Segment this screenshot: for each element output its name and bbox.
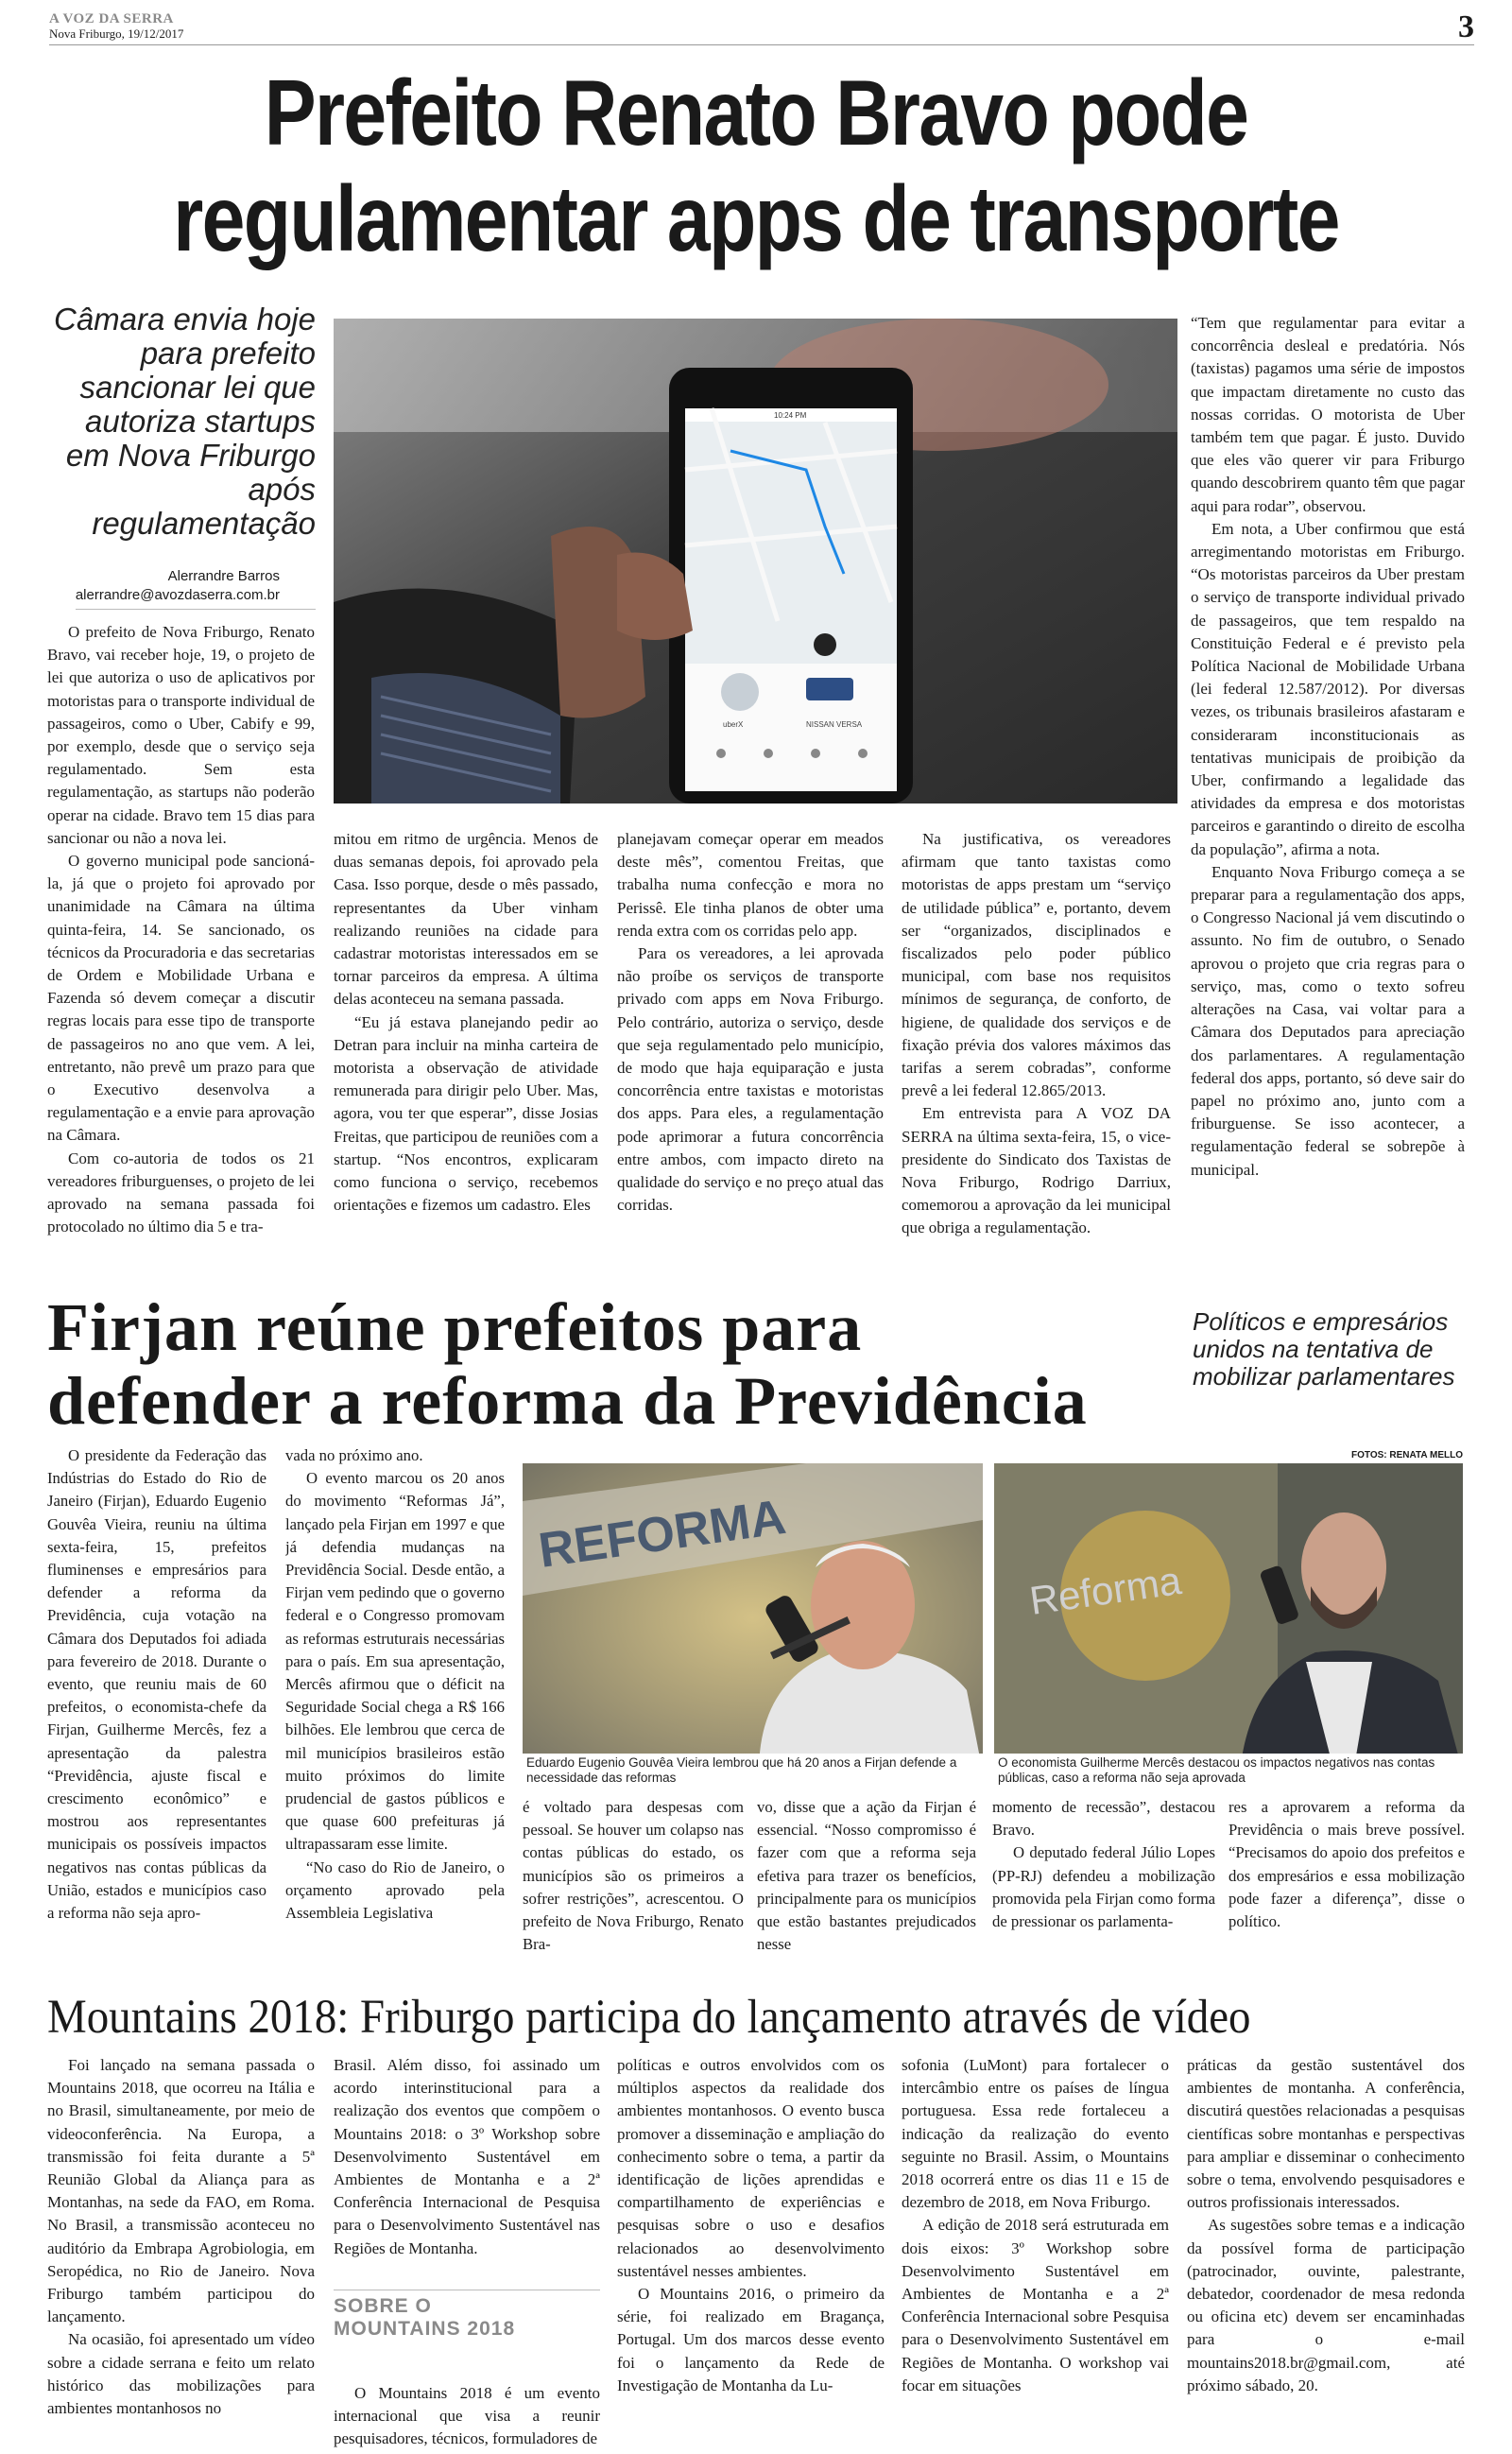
story2-column-1 (47, 1444, 266, 1955)
paragraph: Em entrevista para A VOZ DA SERRA na última sexta-feira, 15, o vice-presidente do Sindicato dos Taxistas de Nova Friburgo, Rodrigo Darriux, comemorou a aprovação da lei municipal que obriga a regulamentação. (902, 1104, 1171, 1237)
paragraph: As sugestões sobre temas e a indicação da possível forma de participação (patrocinador, ouvinte, palestrante, debatedor, coordenador de mesa redonda ou oficina etc) devem ser encaminhadas para o e-mail mountains2018.br@gmail.com, até próximo sábado, 20. (1187, 2216, 1465, 2394)
story3-column-3 (617, 2054, 885, 2454)
header-rule (49, 44, 1474, 45)
paragraph: Enquanto Nova Friburgo começa a se preparar para a regulamentação dos apps, o Congresso Nacional já vem discutindo o assunto. No fim de outubro, o Senado aprovou o projeto que cria regras para o serviço, mas, como o texto sofreu alterações na Casa, vai voltar para a Câmara dos Deputados para apreciação dos parlamentares. A regulamentação federal dos apps, portanto, só deve sair do papel no próximo ano, junto com a friburguense. Se isso acontecer, a regulamentação federal se sobrepõe à municipal. (1191, 862, 1465, 1179)
story2-column-5 (992, 1796, 1215, 1957)
story3-column-2b (334, 2382, 600, 2454)
photo-guilherme-art (994, 1463, 1463, 1772)
paragraph: Para os vereadores, a lei aprovada não proíbe os serviços de transporte privado com apps em Nova Friburgo. Pelo contrário, autoriza o serviço, desde que seja regulamentado pelo município, de modo que haja equiparação e justa concorrência entre taxistas e motoristas dos apps. Para eles, a regulamentação pode aprimorar a futura concorrência entre ambos, com impacto direto na qualidade do serviço e no preço atual das corridas. (617, 944, 884, 1215)
phone-car2-label: NISSAN VERSA (806, 720, 863, 729)
headline-1-line-1: Prefeito Renato Bravo pode (264, 60, 1248, 164)
photo-credit: FOTOS: RENATA MELLO (1351, 1450, 1463, 1460)
masthead-brand: A VOZ DA SERRA (49, 11, 174, 26)
story1-column-5 (1191, 312, 1465, 1251)
paragraph: momento de recessão”, destacou Bravo. (992, 1798, 1215, 1840)
paragraph: Na ocasião, foi apresentado um vídeo sobre a cidade serrana e feito um relato histórico das mobilizações para ambientes montanhosos no (47, 2330, 315, 2418)
paragraph: mitou em ritmo de urgência. Menos de duas semanas depois, foi aprovado pela Casa. Isso porque, desde o mês passado, representantes da Uber vinham realizando reuniões na cidade para cadastrar motoristas interessados em se tornar parceiros da empresa. A última delas aconteceu na semana passada. (334, 830, 598, 1009)
story2-column-4 (757, 1796, 976, 1957)
story1-column-2 (334, 828, 598, 1250)
paragraph: Na justificativa, os vereadores afirmam que tanto taxistas como motoristas de apps prestam um “serviço de utilidade pública” e, portanto, devem ser “organizados, disciplinados e fiscalizados pelo poder público municipal, com base nos requisitos mínimos de segurança, de conforto, de higiene, de qualidade dos serviços e de fixação prévia dos valores máximos das tarifas a serem cobradas”, conforme prevê a lei federal 12.865/2013. (902, 830, 1171, 1100)
paragraph: “Eu já estava planejando pedir ao Detran para incluir na minha carteira de motorista a observação de atividade remunerada para dirigir pelo Uber. Mas, agora, vou ter que esperar”, disse Josias Freitas, que participou de reuniões com a startup. “Nos encontros, explicaram como funciona o serviço, recebemos orientações e fizemos um cadastro. Eles (334, 1012, 598, 1215)
paragraph: práticas da gestão sustentável dos ambientes de montanha. A conferência, discutirá questões relacionadas a pesquisas científicas sobre montanhas e perspectivas para ampliar e disseminar o conhecimento sobre o tema, envolvendo pesquisadores e outros profissionais interessados. (1187, 2056, 1465, 2212)
paragraph: “No caso do Rio de Janeiro, o orçamento aprovado pela Assembleia Legislativa (285, 1858, 505, 1923)
story3-column-4 (902, 2054, 1169, 2454)
story1-email: alerrandre@avozdaserra.com.br (75, 587, 280, 603)
photo2-backdrop-text: Reforma (1026, 1557, 1184, 1623)
story3-column-2a (334, 2054, 600, 2281)
paragraph: planejavam começar operar em meados deste mês”, comentou Freitas, que trabalha numa confecção e mora no Perissê. Ele tinha planos de obter uma renda extra com os corridas pelo app. (617, 830, 884, 940)
page-number: 3 (1458, 9, 1474, 44)
paragraph: políticas e outros envolvidos com os múltiplos aspectos da realidade dos ambientes montanhosos. O evento busca promover a disseminação e ampliação do conhecimento sobre o tema, a partir da identificação de lições aprendidas e compartilhamento de experiências e pesquisas sobre o uso e desafios relacionados ao desenvolvimento sustentável nesses ambientes. (617, 2056, 885, 2280)
sidebar-title-line-2: MOUNTAINS 2018 (334, 2318, 516, 2340)
photo-guilherme-merces (994, 1463, 1463, 1772)
headline-2-line-2: defender a reforma da Previdência (47, 1363, 1088, 1439)
sidebar-title-line-1: SOBRE O (334, 2295, 432, 2317)
story3-column-1 (47, 2054, 315, 2454)
paragraph: vada no próximo ano. (285, 1446, 423, 1464)
photo1-backdrop-text: REFORMA (535, 1489, 789, 1579)
paragraph: O Mountains 2016, o primeiro da série, foi realizado em Bragança, Portugal. Um dos marcos desse evento foi o lançamento da Rede de Investigação de Montanha da Lu- (617, 2285, 885, 2394)
headline-3: Mountains 2018: Friburgo participa do lançamento através de vídeo (47, 1991, 1251, 2044)
paragraph: Em nota, a Uber confirmou que está arregimentando motoristas em Friburgo. “Os motoristas parceiros da Uber prestam o serviço de transporte individual privado de passageiros, que tem respaldo na Constituição Federal e é previsto pela Política Nacional de Mobilidade Urbana (lei federal 12.587/2012). Por diversas vezes, os tribunais brasileiros afastaram e consideraram inconstitucionais as tentativas municipais de proibição da Uber, confirmando a legalidade das atividades da empresa e dos motoristas parceiros e garantindo o direito de escolha da população”, afirma a nota. (1191, 519, 1465, 858)
byline-rule (76, 609, 316, 610)
phone-app-photo (334, 319, 1177, 804)
headline-2-line-1: Firjan reúne prefeitos para (47, 1289, 863, 1365)
issue-date: Nova Friburgo, 19/12/2017 (49, 26, 184, 41)
story3-column-5 (1187, 2054, 1465, 2454)
story1-author: Alerrandre Barros (167, 568, 280, 584)
phone-status-time: 10:24 PM (774, 411, 807, 420)
photo2-caption: O economista Guilherme Mercês destacou os impactos negativos nas contas públicas, caso a reforma não seja aprovada (994, 1754, 1463, 1784)
phone-car1-label: uberX (723, 720, 744, 729)
story2-column-6 (1228, 1796, 1465, 1957)
story1-column-1 (47, 621, 315, 1250)
phone-photo-art (334, 319, 1177, 804)
paragraph: O Mountains 2018 é um evento internacional que visa a reunir pesquisadores, técnicos, formuladores de (334, 2384, 600, 2448)
paragraph: O prefeito de Nova Friburgo, Renato Bravo, vai receber hoje, 19, o projeto de lei que autoriza o uso de aplicativos por motoristas para o transporte individual de passageiros, como o Uber, Cabify e 99, por exemplo, desde que o serviço seja regulamentado. Sem esta regulamentação, as startups não poderão operar na cidade. Bravo tem 15 dias para sancionar ou não a nova lei. (47, 623, 315, 847)
photo-eduardo-art (523, 1463, 983, 1772)
paragraph: Brasil. Além disso, foi assinado um acordo interinstitucional para a realização dos eventos que compõem o Mountains 2018: o 3º Workshop sobre Desenvolvimento Sustentável em Ambientes de Montanha e a 2ª Conferência Internacional de Pesquisa para o Desenvolvimento Sustentável nas Regiões de Montanha. (334, 2056, 600, 2257)
story1-deck: Câmara envia hoje para prefeito sancionar lei que autoriza startups em Nova Friburgo após regulamentação (54, 302, 316, 541)
headline-1-line-2: regulamentar apps de transporte (173, 166, 1339, 270)
paragraph: sofonia (LuMont) para fortalecer o intercâmbio entre os países de língua portuguesa. Essa rede fortaleceu a indicação da realização do evento seguinte no Brasil. Assim, o Mountains 2018 ocorrerá entre os dias 11 e 15 de dezembro de 2018, em Nova Friburgo. (902, 2056, 1169, 2212)
paragraph: A edição de 2018 será estruturada em dois eixos: 3º Workshop sobre Desenvolvimento Sustentável em Ambientes de Montanha e a 2ª Conferência Internacional sobre Pesquisa para o Desenvolvimento Sustentável em Regiões de Montanha. O workshop vai focar em situações (902, 2216, 1169, 2394)
paragraph: O presidente da Federação das Indústrias do Estado do Rio de Janeiro (Firjan), Eduardo Eugenio Gouvêa Vieira, reuniu na última sexta-feira, 15, prefeitos fluminenses e empresários para defender a reforma da Previdência, cuja votação na Câmara dos Deputados foi adiada para fevereiro de 2018. Durante o evento, que reuniu mais de 60 prefeitos, o economista-chefe da Firjan, Guilherme Mercês, fez a apresentação da palestra “Previdência, ajuste fiscal e crescimento econômico” e mostrou aos representantes municipais os possíveis impactos negativos nas contas públicas da União, estados e municípios caso a reforma não seja apro- (47, 1446, 266, 1923)
story2-column-3 (523, 1796, 744, 1957)
story2-deck: Políticos e empresários unidos na tentativa de mobilizar parlamentares (1193, 1307, 1455, 1391)
paragraph: vo, disse que a ação da Firjan é essencial. “Nosso compromisso é fazer com que a reforma seja efetiva para trazer os benefícios, principalmente para os municípios que estão bastantes prejudicados nesse (757, 1798, 976, 1954)
photo-eduardo-vieira (523, 1463, 983, 1772)
photo1-caption: Eduardo Eugenio Gouvêa Vieira lembrou que há 20 anos a Firjan defende a necessidade das reformas (523, 1754, 983, 1784)
paragraph: Foi lançado na semana passada o Mountains 2018, que ocorreu na Itália e no Brasil, simultaneamente, por meio de videoconferência. Na Europa, a transmissão foi feita durante a 5ª Reunião Global da Aliança para as Montanhas, na sede da FAO, em Roma. No Brasil, a transmissão aconteceu no auditório da Embrapa Agrobiologia, em Seropédica, no Rio de Janeiro. Nova Friburgo também participou do lançamento. (47, 2056, 315, 2326)
story1-column-4 (902, 828, 1171, 1250)
paragraph: “Tem que regulamentar para evitar a concorrência desleal e predatória. Nós (taxistas) pagamos uma série de impostos que impactam diretamente no custo das nossas corridas. O motorista de Uber também tem que pagar. É justo. Duvido que eles vão querer vir para Friburgo quando descobrirem quanto têm que pagar aqui para rodar”, observou. (1191, 314, 1465, 515)
paragraph: é voltado para despesas com pessoal. Se houver um colapso nas contas públicas do estado, os municípios são os primeiros a sofrer restrições”, acrescentou. O prefeito de Nova Friburgo, Renato Bra- (523, 1798, 744, 1954)
paragraph: O evento marcou os 20 anos do movimento “Reformas Já”, lançado pela Firjan em 1997 e que já defendia mudanças na Previdência Social. Desde então, a Firjan vem pedindo que o governo federal e o Congresso promovam as reformas estruturais necessárias para o país. Em sua apresentação, Mercês afirmou que o déficit na Seguridade Social chega a R$ 166 bilhões. Ele lembrou que cerca de mil municípios brasileiros estão muito próximos do limite prudencial de gastos públicos e que quase 600 prefeituras já ultrapassaram esse limite. (285, 1469, 505, 1854)
paragraph: Com co-autoria de todos os 21 vereadores friburguenses, o projeto de lei aprovado na semana passada foi protocolado no último dia 5 e tra- (47, 1149, 315, 1236)
story2-column-2 (285, 1444, 505, 1955)
paragraph: res a aprovarem a reforma da Previdência o mais breve possível. “Precisamos do apoio dos prefeitos e dos empresários e essa mobilização pode fazer a diferença”, disse o político. (1228, 1798, 1465, 1931)
paragraph: O deputado federal Júlio Lopes (PP-RJ) defendeu a mobilização promovida pela Firjan como forma de pressionar os parlamenta- (992, 1843, 1215, 1931)
story1-column-3 (617, 828, 884, 1250)
paragraph: O governo municipal pode sancioná-la, já que o projeto foi aprovado por unanimidade na Câmara na última quinta-feira, 14. Se sancionado, os técnicos da Procuradoria e das secretarias de Ordem e Mobilidade Urbana e Fazenda só devem começar a discutir regras locais para esse tipo de transporte de passageiros no ano que vem. A lei, entretanto, não prevê um prazo para que o Executivo desenvolva a regulamentação e a envie para aprovação na Câmara. (47, 852, 315, 1145)
